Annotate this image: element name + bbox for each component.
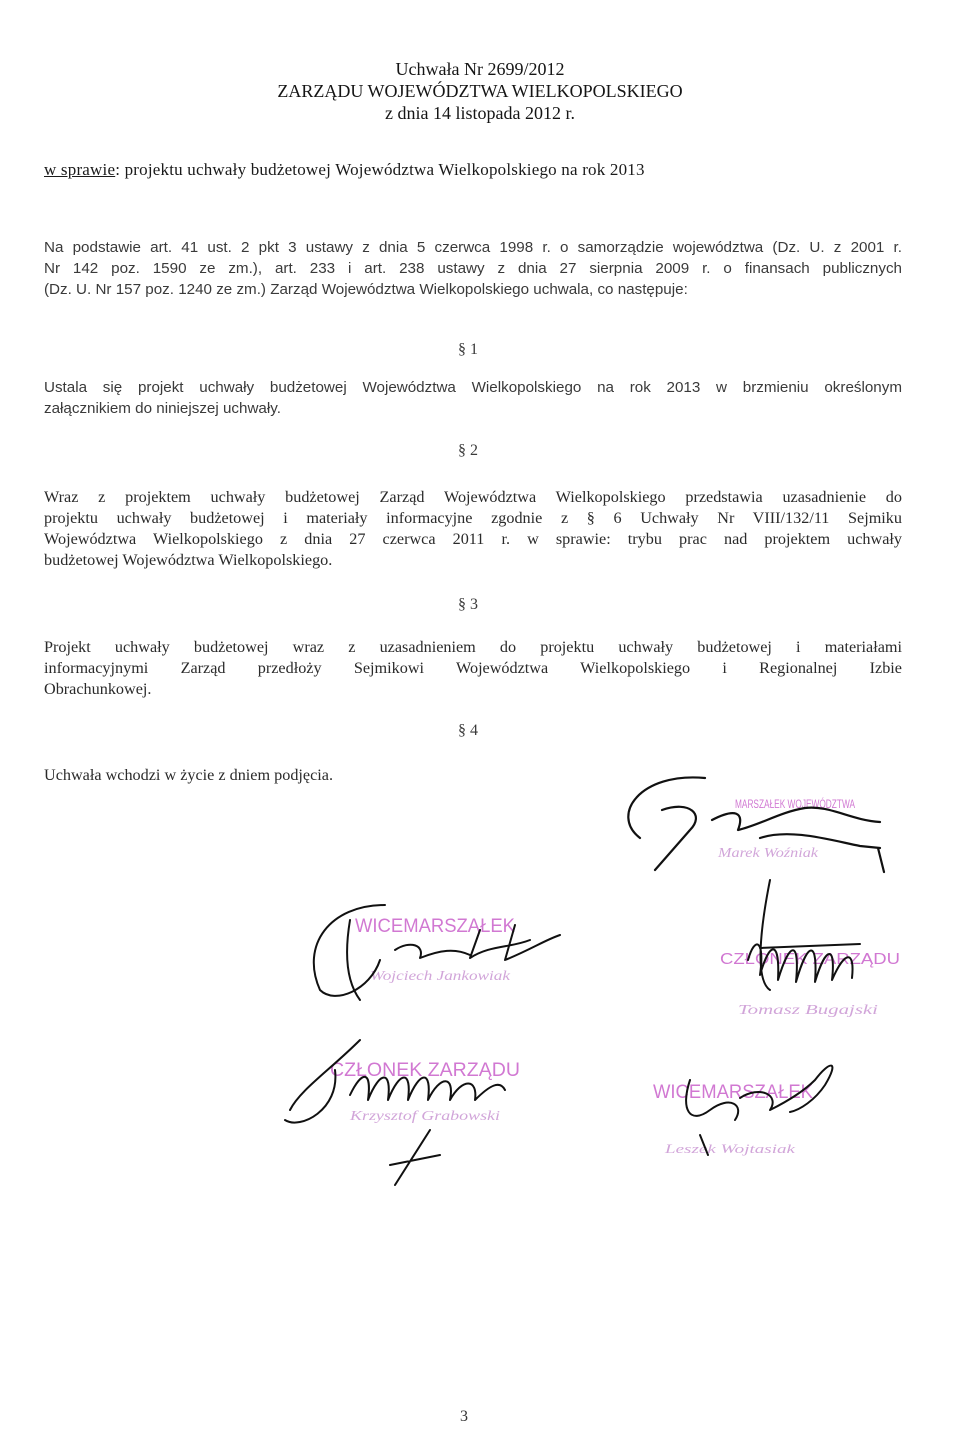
handwritten-signature-board-member-1: [748, 880, 860, 990]
section-2-line: Województwa Wielkopolskiego z dnia 27 czerwca 2011 r. w sprawie: trybu prac nad projektem uchwały: [44, 530, 902, 548]
preamble-line: (Dz. U. Nr 157 poz. 1240 ze zm.) Zarząd Województwa Wielkopolskiego uchwala, co następuje:: [44, 281, 688, 298]
signature-block-vice-marshal-1: [314, 905, 560, 1000]
section-mark-3: § 3: [458, 596, 478, 613]
section-4-line: Uchwała wchodzi w życie z dniem podjęcia.: [44, 766, 334, 784]
signature-block-vice-marshal-2: [653, 1066, 832, 1156]
section-mark-2: § 2: [458, 442, 478, 459]
section-3-line: informacyjnymi Zarząd przedłoży Sejmikowi Województwa Wielkopolskiego i Regionalnej Izbie: [44, 659, 902, 677]
subject-text: : projektu uchwały budżetowej Województwa Wielkopolskiego na rok 2013: [115, 160, 645, 179]
section-3-line: Obrachunkowej.: [44, 680, 152, 698]
section-2-line: budżetowej Województwa Wielkopolskiego.: [44, 551, 333, 569]
stamp-title-marshal: MARSZAŁEK WOJEWÓDZTWA: [735, 797, 909, 811]
page-number: 3: [460, 1408, 468, 1425]
signature-block-board-member-2: [285, 1040, 520, 1185]
stamp-name-board-member-2: Krzysztof Grabowski: [348, 1109, 501, 1124]
section-1-line: Ustala się projekt uchwały budżetowej Województwa Wielkopolskiego na rok 2013 w brzmieniu określonym: [44, 379, 902, 396]
preamble-line: Nr 142 poz. 1590 ze zm.), art. 233 i art. 238 ustawy z dnia 27 sierpnia 2009 r. o finansach publicznych: [44, 260, 902, 277]
section-3-line: Projekt uchwały budżetowej wraz z uzasadnieniem do projektu uchwały budżetowej i materiałami: [44, 638, 902, 656]
stamp-title-board-member-1: CZŁONEK ZARZĄDU: [720, 951, 900, 968]
stamp-title-board-member-2: CZŁONEK ZARZĄDU: [330, 1060, 520, 1081]
stamp-name-vice-marshal-2: Leszek Wojtasiak: [663, 1141, 796, 1156]
signature-block-marshal: [628, 777, 909, 872]
section-mark-1: § 1: [458, 341, 478, 358]
resolution-number: Uchwała Nr 2699/2012: [395, 59, 565, 79]
section-2-line: Wraz z projektem uchwały budżetowej Zarząd Województwa Wielkopolskiego przedstawia uzasadnienie do: [44, 488, 902, 506]
stamp-name-vice-marshal-1: Wojciech Jankowiak: [370, 969, 511, 984]
stamp-title-vice-marshal-2: WICEMARSZAŁEK: [653, 1082, 814, 1103]
stamp-title-vice-marshal-1: WICEMARSZAŁEK: [355, 916, 516, 937]
signature-block-board-member-1: [720, 880, 900, 1018]
section-2-line: projektu uchwały budżetowej i materiały informacyjne zgodnie z § 6 Uchwały Nr VIII/132/11 Sejmiku: [44, 509, 902, 527]
stamp-name-marshal: Marek Woźniak: [716, 846, 819, 861]
subject-lead: w sprawie: [44, 160, 116, 179]
resolution-date: z dnia 14 listopada 2012 r.: [385, 103, 575, 123]
section-1-line: załącznikiem do niniejszej uchwały.: [44, 400, 281, 417]
issuing-body: ZARZĄDU WOJEWÓDZTWA WIELKOPOLSKIEGO: [277, 81, 683, 101]
preamble-line: Na podstawie art. 41 ust. 2 pkt 3 ustawy z dnia 5 czerwca 1998 r. o samorządzie województwa (Dz. U. z 2001 r.: [44, 239, 902, 256]
section-mark-4: § 4: [458, 722, 478, 739]
stamp-name-board-member-1: Tomasz Bugajski: [738, 1003, 879, 1018]
